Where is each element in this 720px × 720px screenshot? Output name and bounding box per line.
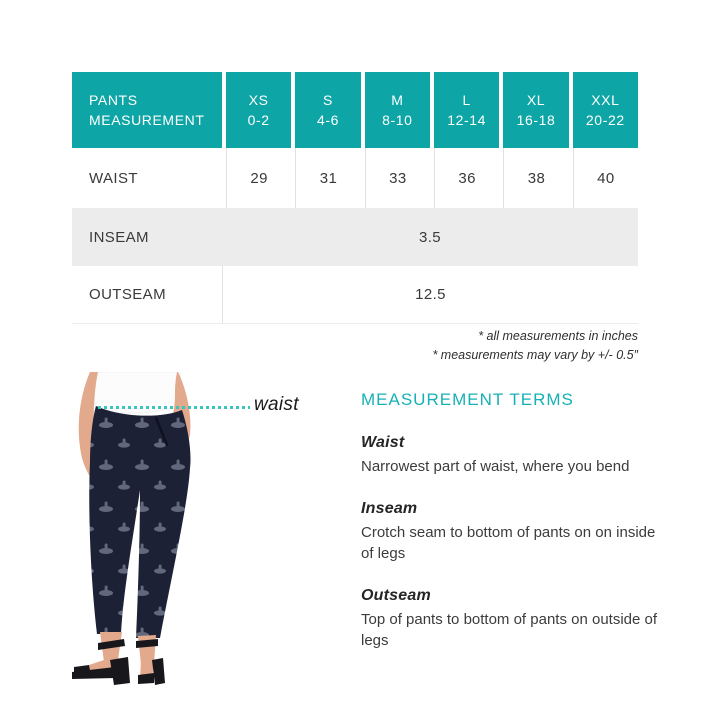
- measurement-terms-heading: MEASUREMENT TERMS: [361, 390, 574, 409]
- outseam-value: 12.5: [222, 266, 638, 323]
- size-name: XXL: [591, 92, 620, 108]
- size-name: XL: [526, 92, 546, 108]
- size-name: XS: [248, 92, 269, 108]
- term-item-outseam: [361, 587, 666, 651]
- term-item-waist: [361, 434, 666, 477]
- waist-line-label: waist: [254, 394, 299, 415]
- header-cell-m: [365, 72, 430, 148]
- term-name: Outseam: [361, 587, 431, 604]
- header-cell-xs: [226, 72, 291, 148]
- waist-value-m: 33: [365, 148, 430, 208]
- header-cell-xl: [503, 72, 568, 148]
- waist-value-l: 36: [434, 148, 499, 208]
- model-photo: [60, 372, 380, 707]
- waist-measure-line: [98, 406, 250, 409]
- size-range: 12-14: [447, 112, 487, 128]
- term-definition: Crotch seam to bottom of pants on on inside of legs: [361, 524, 656, 562]
- term-name: Inseam: [361, 500, 418, 517]
- header-cell-s: [295, 72, 360, 148]
- term-item-inseam: [361, 500, 666, 564]
- header-label-line2: MEASUREMENT: [89, 112, 205, 128]
- inseam-value: 3.5: [418, 228, 442, 246]
- size-name: M: [391, 92, 404, 108]
- header-cell-l: [434, 72, 499, 148]
- size-name: S: [323, 92, 333, 108]
- size-range: 8-10: [382, 112, 413, 128]
- waist-value-xl: 38: [503, 148, 568, 208]
- table-row-outseam: [72, 266, 638, 324]
- size-range: 4-6: [316, 112, 340, 128]
- footnote-inches: * all measurements in inches: [478, 329, 638, 343]
- size-chart-table: [72, 72, 638, 324]
- waist-value-xs: 29: [226, 148, 291, 208]
- waist-value-s: 31: [295, 148, 360, 208]
- header-label-line1: PANTS: [89, 92, 138, 108]
- model-illustration: [60, 372, 300, 702]
- measurement-terms-section: [361, 390, 666, 674]
- header-cell-xxl: [573, 72, 638, 148]
- size-name: L: [462, 92, 471, 108]
- measurement-footnotes: [432, 327, 638, 364]
- footnote-variance: * measurements may vary by +/- 0.5″: [432, 347, 638, 362]
- row-label-outseam: OUTSEAM: [89, 286, 166, 303]
- waist-value-xxl: 40: [573, 148, 638, 208]
- header-cell-pants-measurement: [72, 72, 222, 148]
- row-label-inseam: INSEAM: [89, 228, 149, 246]
- row-label-waist: WAIST: [89, 169, 138, 187]
- table-row-inseam: [72, 208, 638, 266]
- size-range: 20-22: [585, 112, 625, 128]
- size-range: 16-18: [516, 112, 556, 128]
- term-name: Waist: [361, 434, 405, 451]
- size-chart-header-row: [72, 72, 638, 148]
- size-range: 0-2: [247, 112, 270, 128]
- term-definition: Narrowest part of waist, where you bend: [361, 458, 630, 475]
- term-definition: Top of pants to bottom of pants on outside of legs: [361, 611, 658, 649]
- table-row-waist: [72, 148, 638, 208]
